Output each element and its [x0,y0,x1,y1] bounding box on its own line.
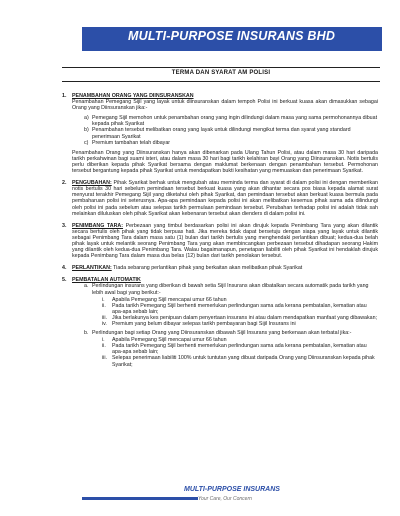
section-closing: Penambahan Orang yang Diinsuranskan hanya akan dibenarkan pada Ulang Tahun Polisi, atau dalam masa 30 hari daripada tarikh perkahwinan bagi suami isteri, atau dalam masa 30 hari bagi tarikh kelahiran bayi Orang yang Diinsuranskan. Notis bertulis perlu diberikan kepada pihak Syarikat bersama dengan maklumat berkenaan dengan penambahan tersebut. Permohonan tersebut bergantung kepada pihak Syarikat untuk mendapatkan bukti kesihatan yang memuaskan dan penerimaan Syarikat. [72,149,378,175]
sub-list-item: iii. Jika berlakunya kes penipuan dalam penyertaan insurans ini atau dalam mendapatkan manfaat yang dibawakan; [102,314,378,321]
section-3 [62,223,378,260]
footer-tagline: Your Care, Our Concern [198,496,252,502]
document-title: TERMA DAN SYARAT AM POLISI [171,70,271,76]
section-heading: PENAMBAHAN ORANG YANG DIINSURANSKAN [72,93,194,99]
section-text: Tiada sebarang perlantikan pihak yang berkaitan akan melibatkan pihak Syarikat [113,265,303,272]
section-5 [62,277,378,367]
sub-list-item: ii. Pada tarikh Pemegang Sijil berhenti memerlukan perlindungan sama ada kerana pembatalan, kematian atau apa-apa sebab lain; [102,343,367,356]
section-number: 4. [62,265,67,272]
section-1 [62,93,378,174]
section-text: Perbezaan yang timbul berdasarkan polisi ini akan dirujuk kepada Penimbang Tara yang akan dilantik secara bertulis oleh pihak yang tidak berpuas hati. Jika mereka tidak dapat bersetuju dengan siapa yang layak untuk dilantik sebagai Penimbang Tara dalam masa satu (1) bulan dari tarikh bertulis yang menghendaki perlantikan dibuat; kedua-dua belah pihak layak untuk melantik seorang Penimbang Tara yang akan membincangkan perbezaan tersebut dihadapan seorang Hakim yang dilantik oleh kedua-dua Penimbang Tara. Walau bagaimanapun, penetapan liabiliti oleh pihak Syarikat ini hendaklah dirujuk kepada Penimbang Tara dalam masa dua belas (12) bulan dari tarikh penolakan tersebut. [72,222,378,260]
list-item: a) Pemegang Sijil memohon untuk penambahan orang yang ingin dilindungi dalam masa yang sama permohonannya dibuat kepada pihak Syarikat [84,115,378,128]
sub-list-item: iii. Selepas penerimaan liabiliti 100% untuk tuntutan yang dibuat daripada Orang yang Diinsuranskan kepada pihak Syarikat; [102,355,375,368]
section-text: Pihak Syarikat berhak untuk mengubah atau meminda terma dan syarat di dalam polisi ini dengan memberikan notis bertulis 30 hari sebelum pemindaan tersebut berkuat kuasa yang akan dihantar secara pos biasa kepada alamat surat menyurat terakhir Pemegang Sijil yang diketahui oleh pihak Syarikat, dan pemindaan tersebut akan berkuat kuasa bermula pada pembaharuan polisi ini seterusnya. Apa-apa pemindaan kepada polisi ini akan melibatkan kesemua pihak sama ada dilindungi oleh polisi ini pada sebelum atau selepas tarikh permulaan pemindaan tersebut. Perubahan terhadap polisi ini adalah tidak sah melainkan diluluskan oleh pihak Syarikat akan kebenaran tersebut akan dienders di dalam polisi ini. [72,180,378,217]
list-item: a. Perlindungan insurans yang diberikan di bawah setia Sijil Insurans akan dibatalkan secara automatik pada tarikh yang lebih awal bagi yang berikut:- i. Apabila Pemegang Sijil mencapai umur 66 tahun ii. Pada tarikh Pemegang Sijil berhenti memerlukan perlindungan sama ada kerana pembatalan, kematian atau apa-apa sebab lain; iii. Jika berlakunya kes penipuan dalam penyertaan insurans ini atau dalam mendapatkan manfaat yang dibawakan; iv. Premium yang belum dibayar selepas tarikh pembayaran bagi Sijil Insurans ini [84,283,378,327]
section-heading: PEMBATALAN AUTOMATIK [72,277,141,284]
brand-name: MULTI-PURPOSE INSURANS BHD [128,29,336,43]
section-number: 2. [62,180,67,187]
section-lead: PENIMBANG TARA: [72,222,124,229]
section-number: 1. [62,93,67,99]
title-rule-top [62,67,380,68]
footer-logo-mark [82,497,198,500]
section-lead: PENGUBAHAN: [72,180,112,187]
title-rule-bottom [62,81,380,82]
section-lead: PERLANTIKAN: [72,265,112,272]
header [0,18,400,62]
sub-list-item: iv. Premium yang belum dibayar selepas tarikh pembayaran bagi Sijil Insurans ini [102,321,296,327]
section-number: 3. [62,222,67,229]
sub-list-item: i. Apabila Pemegang Sijil mencapai umur 66 tahun [102,337,227,344]
sub-list-item: ii. Pada tarikh Pemegang Sijil berhenti memerlukan perlindungan sama ada kerana pembatalan, kematian atau apa-apa sebab lain; [102,302,367,315]
terms-content [62,93,378,374]
sub-list [102,297,378,327]
list-item: b) Penambahan tersebut melibatkan orang yang layak untuk dilindungi mengikut terma dan syarat yang standard penerimaan Syarikat [84,127,351,140]
sub-list-item: i. Apabila Pemegang Sijil mencapai umur 66 tahun [102,296,227,303]
sub-list [102,337,378,367]
section-number: 5. [62,277,67,284]
footer-brand: MULTI-PURPOSE INSURANS [184,486,280,493]
section-intro: Penambahan Pemegang Sijil yang layak untuk diinsuranskan dalam tempoh Polisi ini berkuat kuasa akan dimasukkan sebagai Orang yang Diinsuranskan jika:- [72,99,378,112]
section-2 [62,180,378,217]
list-item: c) Premium tambahan telah dibayar [84,139,171,146]
section-4 [62,265,378,271]
list-item: b. Perlindungan bagi setiap Orang yang Diinsuranskan dibawah Sijil Insurans yang berkenaan akan terbatal jika:- i. Apabila Pemegang Sijil mencapai umur 66 tahun ii. Pada tarikh Pemegang Sijil berhenti memerlukan perlindungan sama ada kerana pembatalan, kematian atau apa-apa sebab lain; iii. Selepas penerimaan liabiliti 100% untuk tuntutan yang dibuat daripada Orang yang Diinsuranskan kepada pihak Syarikat; [84,330,378,368]
